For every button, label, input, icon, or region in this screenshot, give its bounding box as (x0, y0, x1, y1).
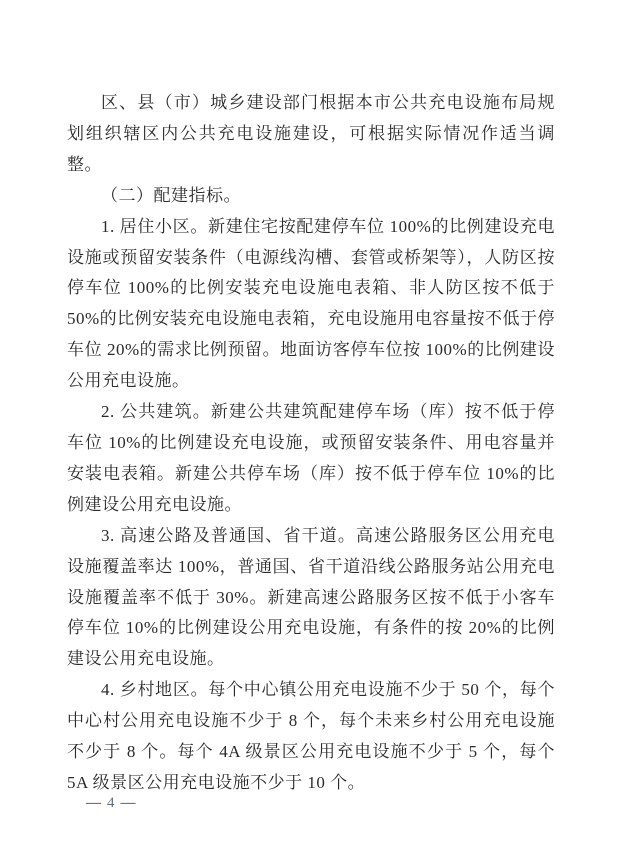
paragraph-item-3-highways: 3. 高速公路及普通国、省干道。高速公路服务区公用充电设施覆盖率达 100%，普通国、省干道沿线公路服务站公用充电设施覆盖率不低于 30%。新建高速公路服务区按不低于小客车停车位 10%的比例建设公用充电设施，有条件的按 20%的比例建设公用充电设施。 (67, 525, 555, 669)
document-body (67, 88, 555, 799)
paragraph-intro: 区、县（市）城乡建设部门根据本市公共充电设施布局规划组织辖区内公共充电设施建设，可根据实际情况作适当调整。 (67, 93, 555, 174)
paragraph-item-1-residential: 1. 居住小区。新建住宅按配建停车位 100%的比例建设充电设施或预留安装条件（电源线沟槽、套管或桥架等），人防区按停车位 100%的比例安装充电设施电表箱、非人防区按不低于 50%的比例安装充电设施电表箱，充电设施用电容量按不低于停车位 20%的需求比例预留。地面访客停车位按 100%的比例建设公用充电设施。 (67, 216, 555, 391)
page-number-dash-right: — (120, 795, 136, 811)
page-number: 4 (107, 795, 115, 811)
page-footer (86, 795, 136, 812)
paragraph-item-2-public-buildings: 2. 公共建筑。新建公共建筑配建停车场（库）按不低于停车位 10%的比例建设充电设施，或预留安装条件、用电容量并安装电表箱。新建公共停车场（库）按不低于停车位 10%的比例建设公用充电设施。 (67, 402, 555, 514)
paragraph-item-4-rural-areas: 4. 乡村地区。每个中心镇公用充电设施不少于 50 个，每个中心村公用充电设施不少于 8 个，每个未来乡村公用充电设施不少于 8 个。每个 4A 级景区公用充电设施不少于 5 个，每个 5A 级景区公用充电设施不少于 10 个。 (67, 680, 555, 792)
paragraph-section-heading: （二）配建指标。 (101, 185, 241, 205)
page-number-dash-left: — (86, 795, 101, 811)
